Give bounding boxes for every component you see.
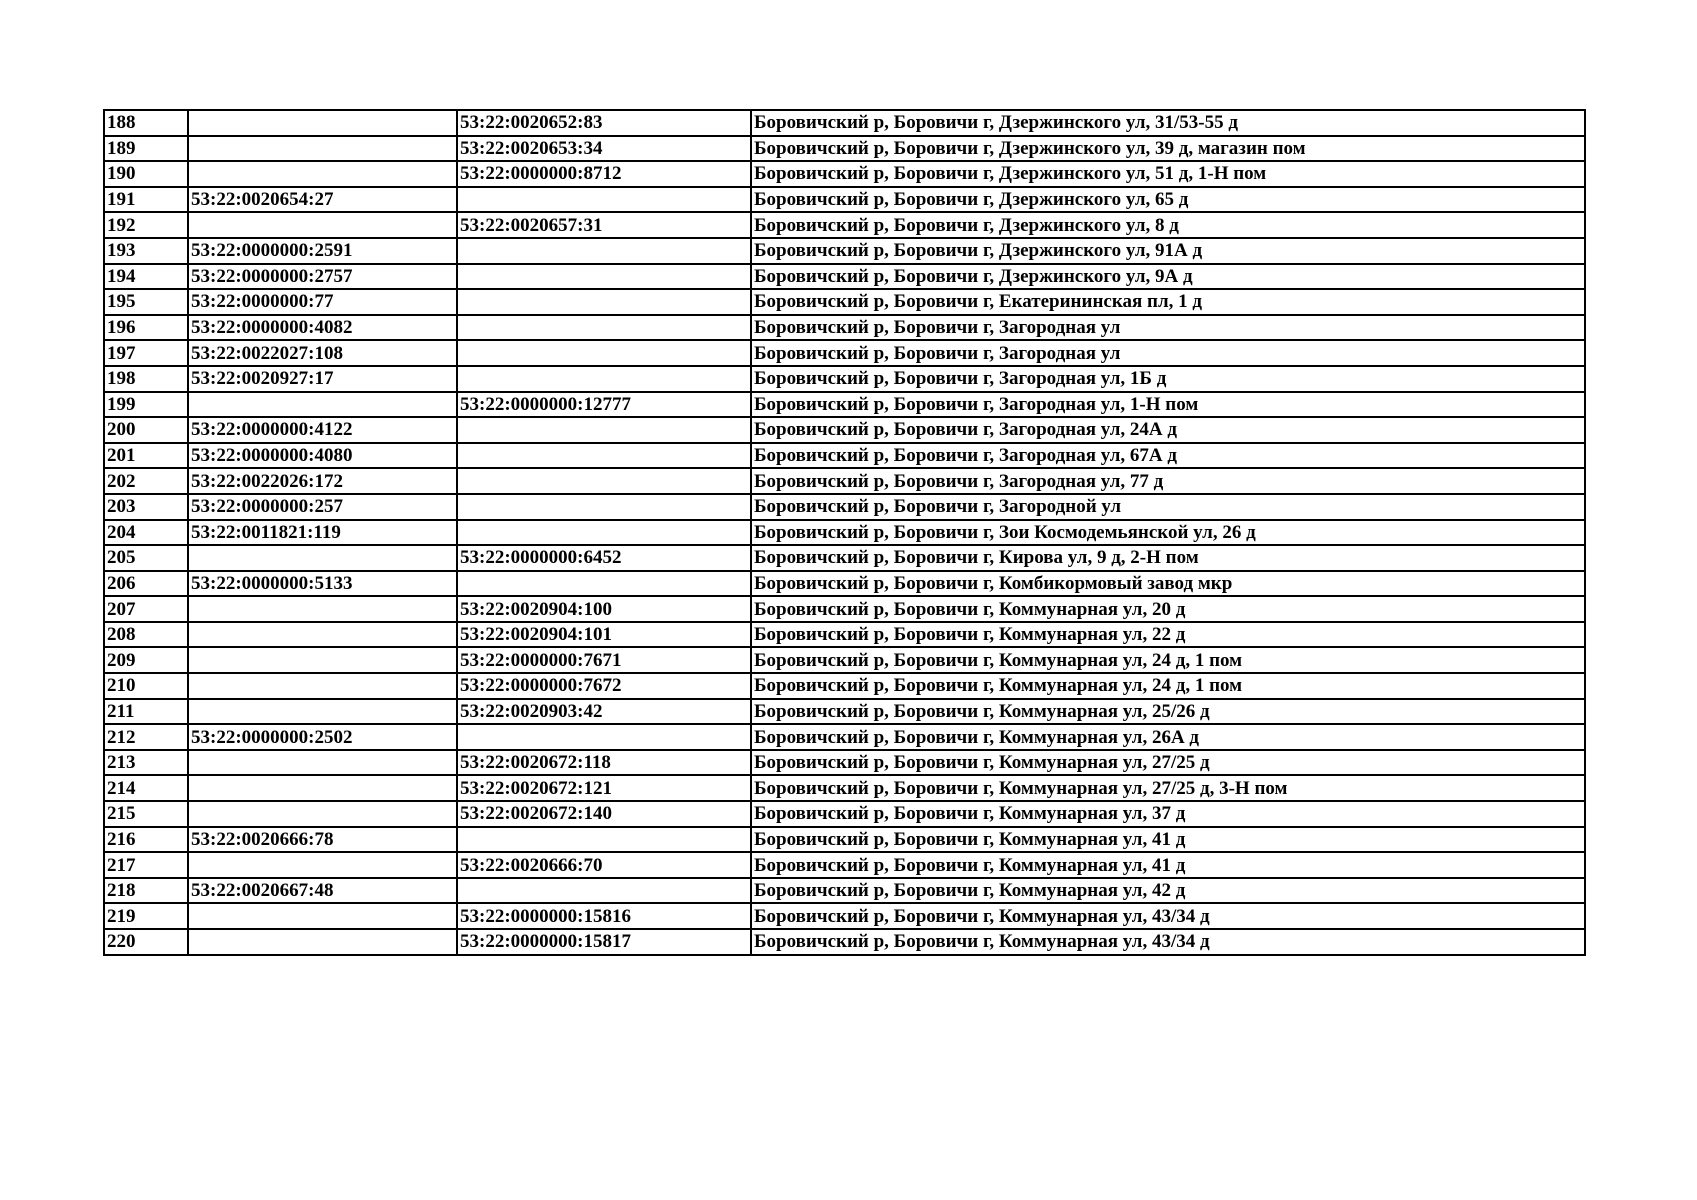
address-cell: Боровичский р, Боровичи г, Дзержинского ул, 91А д xyxy=(751,238,1585,264)
row-number-cell: 199 xyxy=(104,392,188,418)
table-row xyxy=(104,315,1585,341)
row-number-cell: 202 xyxy=(104,468,188,494)
address-cell: Боровичский р, Боровичи г, Дзержинского ул, 8 д xyxy=(751,212,1585,238)
land-cadastral-number-cell: 53:22:0000000:2591 xyxy=(188,238,457,264)
land-cadastral-number-cell: 53:22:0000000:4082 xyxy=(188,315,457,341)
building-cadastral-number-cell xyxy=(457,494,751,520)
row-number-cell: 191 xyxy=(104,187,188,213)
building-cadastral-number-cell xyxy=(457,417,751,443)
land-cadastral-number-cell: 53:22:0000000:77 xyxy=(188,289,457,315)
table-row xyxy=(104,520,1585,546)
address-cell: Боровичский р, Боровичи г, Коммунарная ул, 27/25 д, 3-Н пом xyxy=(751,775,1585,801)
row-number-cell: 193 xyxy=(104,238,188,264)
address-cell: Боровичский р, Боровичи г, Загородная ул, 77 д xyxy=(751,468,1585,494)
address-cell: Боровичский р, Боровичи г, Коммунарная ул, 43/34 д xyxy=(751,929,1585,955)
table-row xyxy=(104,468,1585,494)
address-cell: Боровичский р, Боровичи г, Коммунарная ул, 20 д xyxy=(751,596,1585,622)
table-row xyxy=(104,852,1585,878)
building-cadastral-number-cell: 53:22:0020657:31 xyxy=(457,212,751,238)
row-number-cell: 205 xyxy=(104,545,188,571)
building-cadastral-number-cell: 53:22:0020904:101 xyxy=(457,622,751,648)
row-number-cell: 216 xyxy=(104,827,188,853)
building-cadastral-number-cell xyxy=(457,443,751,469)
building-cadastral-number-cell: 53:22:0000000:7672 xyxy=(457,673,751,699)
land-cadastral-number-cell: 53:22:0000000:2502 xyxy=(188,724,457,750)
land-cadastral-number-cell xyxy=(188,136,457,162)
land-cadastral-number-cell: 53:22:0000000:257 xyxy=(188,494,457,520)
table-row xyxy=(104,724,1585,750)
table-row xyxy=(104,289,1585,315)
land-cadastral-number-cell: 53:22:0022026:172 xyxy=(188,468,457,494)
address-cell: Боровичский р, Боровичи г, Коммунарная ул, 27/25 д xyxy=(751,750,1585,776)
table-row xyxy=(104,545,1585,571)
table-row xyxy=(104,238,1585,264)
building-cadastral-number-cell xyxy=(457,315,751,341)
address-cell: Боровичский р, Боровичи г, Загородная ул, 1Б д xyxy=(751,366,1585,392)
address-cell: Боровичский р, Боровичи г, Коммунарная ул, 42 д xyxy=(751,878,1585,904)
row-number-cell: 215 xyxy=(104,801,188,827)
address-cell: Боровичский р, Боровичи г, Коммунарная ул, 25/26 д xyxy=(751,699,1585,725)
registry-table-body xyxy=(104,110,1585,955)
table-row xyxy=(104,443,1585,469)
building-cadastral-number-cell: 53:22:0000000:6452 xyxy=(457,545,751,571)
building-cadastral-number-cell xyxy=(457,724,751,750)
row-number-cell: 197 xyxy=(104,340,188,366)
address-cell: Боровичский р, Боровичи г, Зои Космодемьянской ул, 26 д xyxy=(751,520,1585,546)
land-cadastral-number-cell: 53:22:0020654:27 xyxy=(188,187,457,213)
building-cadastral-number-cell: 53:22:0020672:140 xyxy=(457,801,751,827)
address-cell: Боровичский р, Боровичи г, Дзержинского ул, 65 д xyxy=(751,187,1585,213)
address-cell: Боровичский р, Боровичи г, Дзержинского ул, 39 д, магазин пом xyxy=(751,136,1585,162)
land-cadastral-number-cell xyxy=(188,750,457,776)
building-cadastral-number-cell xyxy=(457,187,751,213)
table-row xyxy=(104,750,1585,776)
table-row xyxy=(104,264,1585,290)
table-row xyxy=(104,878,1585,904)
land-cadastral-number-cell: 53:22:0020667:48 xyxy=(188,878,457,904)
land-cadastral-number-cell: 53:22:0000000:4080 xyxy=(188,443,457,469)
building-cadastral-number-cell: 53:22:0000000:12777 xyxy=(457,392,751,418)
table-row xyxy=(104,136,1585,162)
building-cadastral-number-cell xyxy=(457,340,751,366)
row-number-cell: 218 xyxy=(104,878,188,904)
land-cadastral-number-cell xyxy=(188,110,457,136)
row-number-cell: 190 xyxy=(104,161,188,187)
row-number-cell: 194 xyxy=(104,264,188,290)
row-number-cell: 220 xyxy=(104,929,188,955)
row-number-cell: 207 xyxy=(104,596,188,622)
land-cadastral-number-cell xyxy=(188,801,457,827)
land-cadastral-number-cell xyxy=(188,161,457,187)
row-number-cell: 208 xyxy=(104,622,188,648)
land-cadastral-number-cell xyxy=(188,545,457,571)
address-cell: Боровичский р, Боровичи г, Дзержинского ул, 31/53-55 д xyxy=(751,110,1585,136)
land-cadastral-number-cell xyxy=(188,929,457,955)
row-number-cell: 217 xyxy=(104,852,188,878)
address-cell: Боровичский р, Боровичи г, Загородная ул xyxy=(751,315,1585,341)
address-cell: Боровичский р, Боровичи г, Коммунарная ул, 41 д xyxy=(751,852,1585,878)
land-cadastral-number-cell xyxy=(188,852,457,878)
table-row xyxy=(104,673,1585,699)
table-row xyxy=(104,775,1585,801)
row-number-cell: 204 xyxy=(104,520,188,546)
table-row xyxy=(104,417,1585,443)
row-number-cell: 210 xyxy=(104,673,188,699)
building-cadastral-number-cell: 53:22:0000000:7671 xyxy=(457,647,751,673)
row-number-cell: 212 xyxy=(104,724,188,750)
building-cadastral-number-cell: 53:22:0020666:70 xyxy=(457,852,751,878)
row-number-cell: 209 xyxy=(104,647,188,673)
registry-table xyxy=(103,109,1586,956)
address-cell: Боровичский р, Боровичи г, Загородная ул xyxy=(751,340,1585,366)
building-cadastral-number-cell: 53:22:0020904:100 xyxy=(457,596,751,622)
land-cadastral-number-cell: 53:22:0000000:5133 xyxy=(188,571,457,597)
land-cadastral-number-cell xyxy=(188,699,457,725)
building-cadastral-number-cell: 53:22:0000000:8712 xyxy=(457,161,751,187)
building-cadastral-number-cell: 53:22:0020653:34 xyxy=(457,136,751,162)
row-number-cell: 200 xyxy=(104,417,188,443)
table-row xyxy=(104,647,1585,673)
building-cadastral-number-cell: 53:22:0000000:15817 xyxy=(457,929,751,955)
row-number-cell: 196 xyxy=(104,315,188,341)
row-number-cell: 198 xyxy=(104,366,188,392)
land-cadastral-number-cell: 53:22:0020927:17 xyxy=(188,366,457,392)
address-cell: Боровичский р, Боровичи г, Коммунарная ул, 37 д xyxy=(751,801,1585,827)
land-cadastral-number-cell xyxy=(188,775,457,801)
land-cadastral-number-cell: 53:22:0020666:78 xyxy=(188,827,457,853)
building-cadastral-number-cell xyxy=(457,289,751,315)
land-cadastral-number-cell: 53:22:0011821:119 xyxy=(188,520,457,546)
table-row xyxy=(104,340,1585,366)
building-cadastral-number-cell xyxy=(457,520,751,546)
address-cell: Боровичский р, Боровичи г, Загородная ул, 1-Н пом xyxy=(751,392,1585,418)
address-cell: Боровичский р, Боровичи г, Коммунарная ул, 43/34 д xyxy=(751,903,1585,929)
address-cell: Боровичский р, Боровичи г, Загородная ул, 67А д xyxy=(751,443,1585,469)
land-cadastral-number-cell xyxy=(188,212,457,238)
row-number-cell: 189 xyxy=(104,136,188,162)
row-number-cell: 192 xyxy=(104,212,188,238)
table-row xyxy=(104,212,1585,238)
table-row xyxy=(104,110,1585,136)
building-cadastral-number-cell xyxy=(457,264,751,290)
address-cell: Боровичский р, Боровичи г, Коммунарная ул, 22 д xyxy=(751,622,1585,648)
land-cadastral-number-cell xyxy=(188,647,457,673)
address-cell: Боровичский р, Боровичи г, Дзержинского ул, 51 д, 1-Н пом xyxy=(751,161,1585,187)
row-number-cell: 213 xyxy=(104,750,188,776)
row-number-cell: 203 xyxy=(104,494,188,520)
table-row xyxy=(104,699,1585,725)
address-cell: Боровичский р, Боровичи г, Коммунарная ул, 24 д, 1 пом xyxy=(751,673,1585,699)
table-row xyxy=(104,801,1585,827)
address-cell: Боровичский р, Боровичи г, Коммунарная ул, 24 д, 1 пом xyxy=(751,647,1585,673)
table-row xyxy=(104,622,1585,648)
building-cadastral-number-cell: 53:22:0020903:42 xyxy=(457,699,751,725)
row-number-cell: 201 xyxy=(104,443,188,469)
address-cell: Боровичский р, Боровичи г, Загородной ул xyxy=(751,494,1585,520)
land-cadastral-number-cell: 53:22:0000000:4122 xyxy=(188,417,457,443)
address-cell: Боровичский р, Боровичи г, Коммунарная ул, 26А д xyxy=(751,724,1585,750)
table-row xyxy=(104,903,1585,929)
building-cadastral-number-cell xyxy=(457,366,751,392)
table-row xyxy=(104,596,1585,622)
land-cadastral-number-cell xyxy=(188,673,457,699)
table-row xyxy=(104,827,1585,853)
table-row xyxy=(104,494,1585,520)
building-cadastral-number-cell: 53:22:0000000:15816 xyxy=(457,903,751,929)
building-cadastral-number-cell: 53:22:0020672:121 xyxy=(457,775,751,801)
table-row xyxy=(104,161,1585,187)
building-cadastral-number-cell xyxy=(457,878,751,904)
building-cadastral-number-cell xyxy=(457,468,751,494)
table-row xyxy=(104,571,1585,597)
land-cadastral-number-cell xyxy=(188,596,457,622)
table-row xyxy=(104,392,1585,418)
table-row xyxy=(104,187,1585,213)
row-number-cell: 195 xyxy=(104,289,188,315)
address-cell: Боровичский р, Боровичи г, Загородная ул, 24А д xyxy=(751,417,1585,443)
table-row xyxy=(104,366,1585,392)
address-cell: Боровичский р, Боровичи г, Дзержинского ул, 9А д xyxy=(751,264,1585,290)
building-cadastral-number-cell: 53:22:0020652:83 xyxy=(457,110,751,136)
address-cell: Боровичский р, Боровичи г, Коммунарная ул, 41 д xyxy=(751,827,1585,853)
land-cadastral-number-cell: 53:22:0022027:108 xyxy=(188,340,457,366)
address-cell: Боровичский р, Боровичи г, Екатерининская пл, 1 д xyxy=(751,289,1585,315)
row-number-cell: 206 xyxy=(104,571,188,597)
row-number-cell: 211 xyxy=(104,699,188,725)
address-cell: Боровичский р, Боровичи г, Кирова ул, 9 д, 2-Н пом xyxy=(751,545,1585,571)
table-row xyxy=(104,929,1585,955)
building-cadastral-number-cell xyxy=(457,827,751,853)
address-cell: Боровичский р, Боровичи г, Комбикормовый завод мкр xyxy=(751,571,1585,597)
building-cadastral-number-cell: 53:22:0020672:118 xyxy=(457,750,751,776)
land-cadastral-number-cell xyxy=(188,903,457,929)
row-number-cell: 214 xyxy=(104,775,188,801)
land-cadastral-number-cell xyxy=(188,392,457,418)
land-cadastral-number-cell xyxy=(188,622,457,648)
building-cadastral-number-cell xyxy=(457,238,751,264)
building-cadastral-number-cell xyxy=(457,571,751,597)
land-cadastral-number-cell: 53:22:0000000:2757 xyxy=(188,264,457,290)
row-number-cell: 219 xyxy=(104,903,188,929)
row-number-cell: 188 xyxy=(104,110,188,136)
